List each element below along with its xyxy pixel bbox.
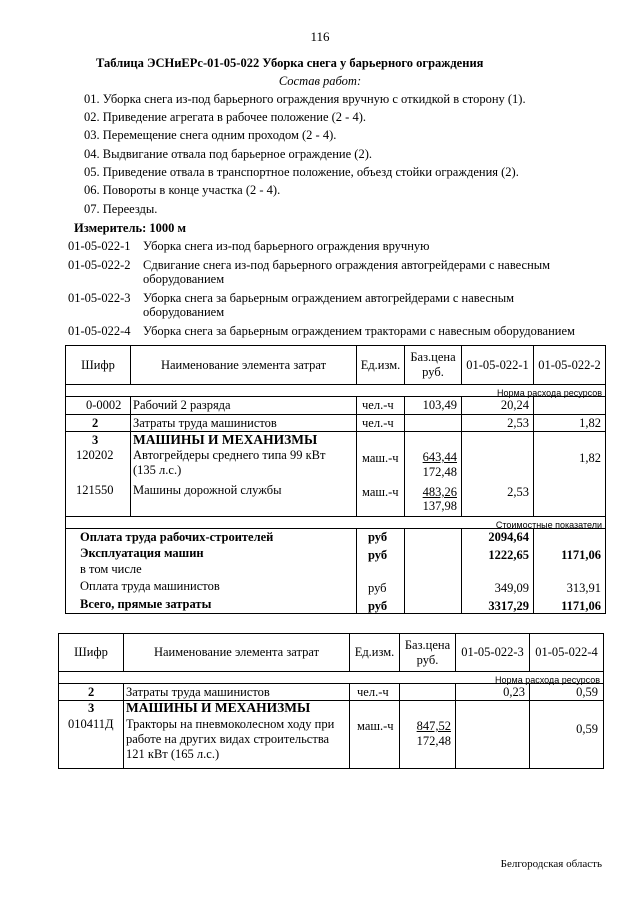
norm-label: Норма расхода ресурсов [495, 675, 600, 685]
header-col-1: 01-05-022-3 [461, 645, 524, 659]
row-code: 010411Д [68, 717, 114, 731]
cost-name: Оплата труда машинистов [80, 579, 220, 593]
cost-unit: руб [368, 548, 388, 562]
row-value: 0,59 [576, 685, 598, 699]
row-value: 0,23 [503, 685, 525, 699]
row-price-secondary: 137,98 [422, 499, 457, 513]
row-code: 2 [92, 416, 99, 430]
code-label: 01-05-022-2 [68, 258, 131, 272]
row-unit: чел.-ч [357, 685, 389, 699]
code-description: Сдвигание снега из-под барьерного ограждения автогрейдерами с навесным [143, 258, 551, 272]
work-item: 03. Перемещение снега одним проходом (2 - 4). [84, 128, 337, 142]
cost-value: 349,09 [494, 581, 529, 595]
code-description: оборудованием [143, 305, 225, 319]
header-col-2: 01-05-022-4 [535, 645, 598, 659]
page-number: 116 [310, 29, 330, 44]
header-unit: Ед.изм. [360, 358, 401, 372]
norm-label: Норма расхода ресурсов [497, 388, 602, 398]
section-title: МАШИНЫ И МЕХАНИЗМЫ [126, 700, 311, 715]
cost-value: 313,91 [566, 581, 601, 595]
header-code: Шифр [74, 645, 108, 659]
header-col-1: 01-05-022-1 [466, 358, 529, 372]
cost-value: 2094,64 [488, 530, 529, 544]
row-code: 2 [88, 685, 95, 699]
cost-name: Эксплуатация машин [80, 546, 204, 560]
row-unit: чел.-ч [362, 398, 394, 412]
row-unit: маш.-ч [357, 719, 394, 733]
cost-unit: руб [368, 599, 388, 613]
row-name: Тракторы на пневмоколесном ходу при [126, 717, 335, 731]
footer-region: Белгородская область [500, 858, 602, 870]
row-unit: маш.-ч [362, 451, 399, 465]
cost-value: 1171,06 [561, 548, 601, 562]
section-code: 3 [88, 701, 95, 715]
header-unit: Ед.изм. [354, 645, 395, 659]
row-name: Автогрейдеры среднего типа 99 кВт [133, 448, 326, 462]
header-price-unit: руб. [422, 365, 444, 379]
code-description: оборудованием [143, 272, 225, 286]
row-value: 1,82 [579, 451, 601, 465]
row-code: 121550 [76, 483, 114, 497]
row-name: Машины дорожной службы [133, 483, 282, 497]
header-code: Шифр [81, 358, 115, 372]
row-code: 120202 [76, 448, 114, 462]
row-value: 2,53 [507, 416, 529, 430]
row-name: Затраты труда машинистов [133, 416, 277, 430]
cost-label: Стоимостные показатели [495, 520, 602, 530]
row-price: 483,26 [422, 485, 457, 499]
code-description: Уборка снега за барьерным ограждением тракторами с навесным оборудованием [143, 324, 575, 338]
table-title: Таблица ЭСНиЕРс-01-05-022 Уборка снега у барьерного ограждения [96, 56, 484, 70]
code-description: Уборка снега за барьерным ограждением автогрейдерами с навесным [143, 291, 515, 305]
work-item: 02. Приведение агрегата в рабочее положение (2 - 4). [84, 110, 367, 124]
row-price-secondary: 172,48 [422, 465, 457, 479]
header-price: Баз.цена [410, 350, 456, 364]
header-col-2: 01-05-022-2 [538, 358, 601, 372]
row-value: 0,59 [576, 722, 598, 736]
row-name: (135 л.с.) [133, 463, 182, 477]
header-price: Баз.цена [404, 638, 451, 652]
cost-name: Оплата труда рабочих-строителей [80, 530, 274, 544]
row-name: Затраты труда машинистов [126, 685, 270, 699]
row-price: 103,49 [422, 398, 457, 412]
code-label: 01-05-022-3 [68, 291, 131, 305]
work-item: 01. Уборка снега из-под барьерного ограждения вручную с откидкой в сторону (1). [84, 92, 526, 106]
row-code: 0-0002 [86, 398, 122, 412]
cost-value: 1222,65 [488, 548, 529, 562]
row-name: работе на других видах строительства [126, 732, 330, 746]
header-name: Наименование элемента затрат [160, 358, 327, 372]
work-item: 06. Повороты в конце участка (2 - 4). [84, 183, 281, 197]
row-price-secondary: 172,48 [416, 734, 451, 748]
row-value: 20,24 [500, 398, 529, 412]
header-price-unit: руб. [416, 653, 439, 667]
work-item: 05. Приведение отвала в транспортное положение, объезд стойки ограждения (2). [84, 165, 519, 179]
row-name: 121 кВт (165 л.с.) [126, 747, 220, 761]
row-price: 643,44 [422, 450, 457, 464]
row-unit: чел.-ч [362, 416, 394, 430]
cost-value: 1171,06 [561, 599, 601, 613]
cost-name: Всего, прямые затраты [80, 597, 212, 611]
code-description: Уборка снега из-под барьерного ограждения вручную [143, 239, 430, 253]
section-title: МАШИНЫ И МЕХАНИЗМЫ [133, 432, 318, 447]
row-unit: маш.-ч [362, 485, 399, 499]
code-label: 01-05-022-4 [68, 324, 131, 338]
row-price: 847,52 [416, 719, 451, 733]
cost-unit: руб [368, 530, 388, 544]
code-label: 01-05-022-1 [68, 239, 131, 253]
row-value: 1,82 [579, 416, 601, 430]
work-item: 07. Переезды. [84, 202, 158, 216]
measure-unit: Измеритель: 1000 м [74, 221, 187, 235]
work-item: 04. Выдвигание отвала под барьерное ограждение (2). [84, 147, 372, 161]
row-name: Рабочий 2 разряда [133, 398, 231, 412]
cost-name: в том числе [80, 562, 142, 576]
work-heading: Состав работ: [278, 74, 362, 88]
header-name: Наименование элемента затрат [153, 645, 320, 659]
row-value: 2,53 [507, 485, 529, 499]
cost-value: 3317,29 [488, 599, 529, 613]
section-code: 3 [92, 433, 99, 447]
cost-unit: руб [368, 581, 387, 595]
